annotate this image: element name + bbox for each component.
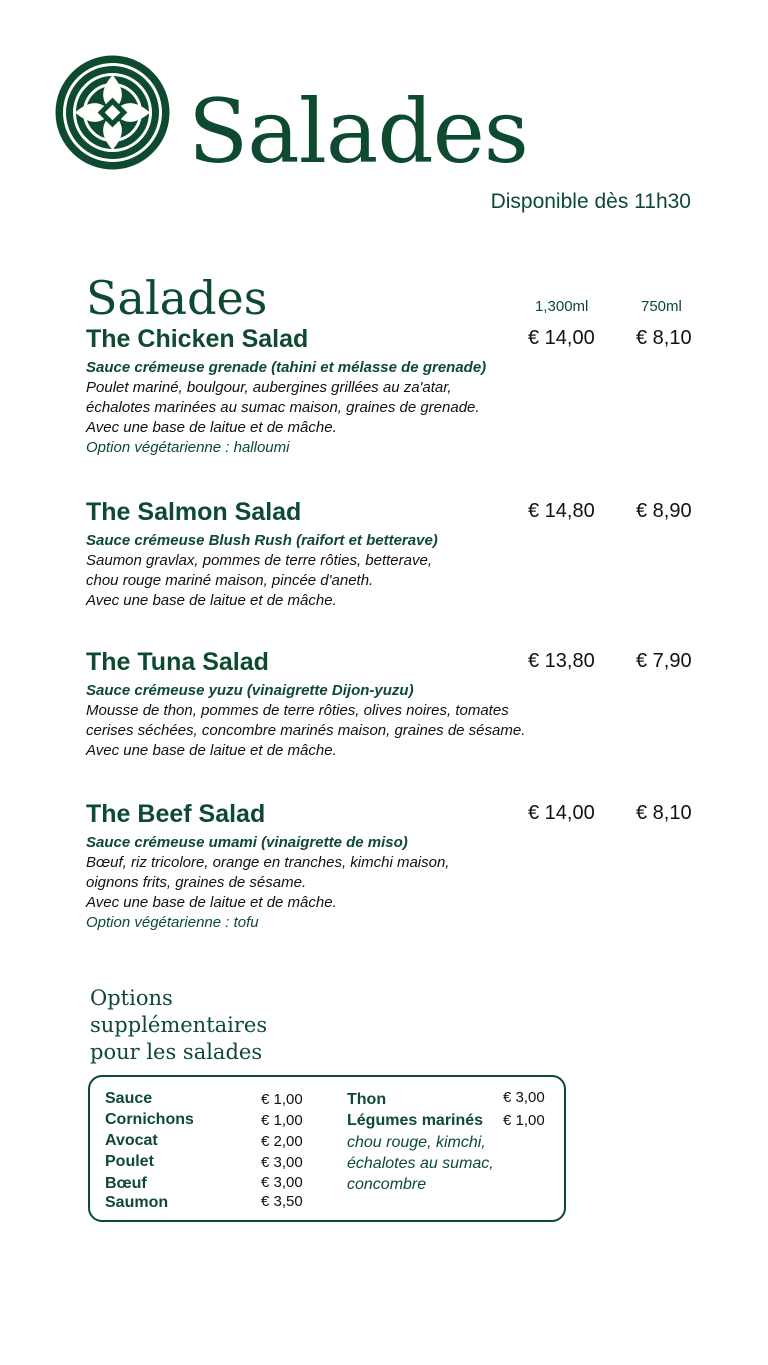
column-header-small: 750ml — [641, 298, 682, 315]
price-large: € 14,80 — [528, 500, 595, 522]
price-large: € 13,80 — [528, 650, 595, 672]
option-name: Poulet — [105, 1153, 154, 1170]
menu-item-tuna-salad — [86, 647, 706, 761]
item-description-line: Avec une base de laitue et de mâche. — [86, 894, 337, 911]
options-box — [88, 1075, 566, 1222]
item-name: The Chicken Salad — [86, 325, 309, 353]
item-description-line: Avec une base de laitue et de mâche. — [86, 592, 337, 609]
price-small: € 8,90 — [636, 500, 692, 522]
option-price: € 1,00 — [261, 1091, 303, 1108]
price-small: € 8,10 — [636, 802, 692, 824]
item-description-line: échalotes marinées au sumac maison, graines de grenade. — [86, 399, 480, 416]
option-name: Saumon — [105, 1194, 169, 1211]
column-header-large: 1,300ml — [535, 298, 589, 315]
item-sauce: Sauce crémeuse umami (vinaigrette de miso) — [86, 834, 408, 851]
item-description-line: cerises séchées, concombre marinés maison, graines de sésame. — [86, 722, 526, 739]
menu-item-beef-salad — [86, 799, 706, 933]
option-price: € 2,00 — [261, 1133, 303, 1150]
item-description-line: Poulet mariné, boulgour, aubergines grillées au za'atar, — [86, 379, 452, 396]
options-title-line: pour les salades — [90, 1040, 263, 1064]
option-price: € 3,50 — [261, 1193, 303, 1210]
option-note-line: chou rouge, kimchi, — [347, 1134, 486, 1151]
options-title-line: Options — [90, 986, 173, 1010]
page-title: Salades — [188, 80, 528, 183]
item-vegetarian-option: Option végétarienne : halloumi — [86, 439, 290, 456]
item-description-line: Saumon gravlax, pommes de terre rôties, betterave, — [86, 552, 432, 569]
item-description-line: chou rouge mariné maison, pincée d'aneth. — [86, 572, 374, 589]
item-name: The Salmon Salad — [86, 498, 302, 526]
menu-item-chicken-salad — [86, 324, 706, 458]
price-large: € 14,00 — [528, 802, 595, 824]
rosette-logo-icon — [55, 55, 170, 170]
options-title-line: supplémentaires — [90, 1013, 268, 1037]
item-description-line: Mousse de thon, pommes de terre rôties, olives noires, tomates — [86, 702, 509, 719]
availability-note: Disponible dès 11h30 — [490, 190, 691, 213]
option-name: Légumes marinés — [347, 1112, 484, 1129]
option-note-line: échalotes au sumac, — [347, 1155, 494, 1172]
option-price: € 3,00 — [261, 1154, 303, 1171]
option-name: Bœuf — [105, 1175, 147, 1192]
options-title — [90, 985, 350, 1066]
item-description-line: Avec une base de laitue et de mâche. — [86, 419, 337, 436]
option-name: Cornichons — [105, 1111, 194, 1128]
option-note-line: concombre — [347, 1176, 427, 1193]
section-title: Salades — [86, 271, 268, 325]
price-large: € 14,00 — [528, 327, 595, 349]
menu-item-salmon-salad — [86, 497, 706, 611]
item-description-line: Avec une base de laitue et de mâche. — [86, 742, 337, 759]
option-name: Sauce — [105, 1090, 153, 1107]
item-description-line: Bœuf, riz tricolore, orange en tranches, kimchi maison, — [86, 854, 450, 871]
item-sauce: Sauce crémeuse Blush Rush (raifort et betterave) — [86, 532, 438, 549]
item-description-line: oignons frits, graines de sésame. — [86, 874, 307, 891]
option-price: € 1,00 — [261, 1112, 303, 1129]
price-small: € 8,10 — [636, 327, 692, 349]
item-sauce: Sauce crémeuse yuzu (vinaigrette Dijon-yuzu) — [86, 682, 414, 699]
option-name: Avocat — [105, 1132, 158, 1149]
option-price: € 3,00 — [503, 1089, 545, 1106]
option-price: € 3,00 — [261, 1174, 303, 1191]
option-name: Thon — [347, 1091, 387, 1108]
price-small: € 7,90 — [636, 650, 692, 672]
item-name: The Tuna Salad — [86, 648, 269, 676]
item-vegetarian-option: Option végétarienne : tofu — [86, 914, 259, 931]
item-name: The Beef Salad — [86, 800, 266, 828]
option-price: € 1,00 — [503, 1112, 545, 1129]
item-sauce: Sauce crémeuse grenade (tahini et mélasse de grenade) — [86, 359, 487, 376]
